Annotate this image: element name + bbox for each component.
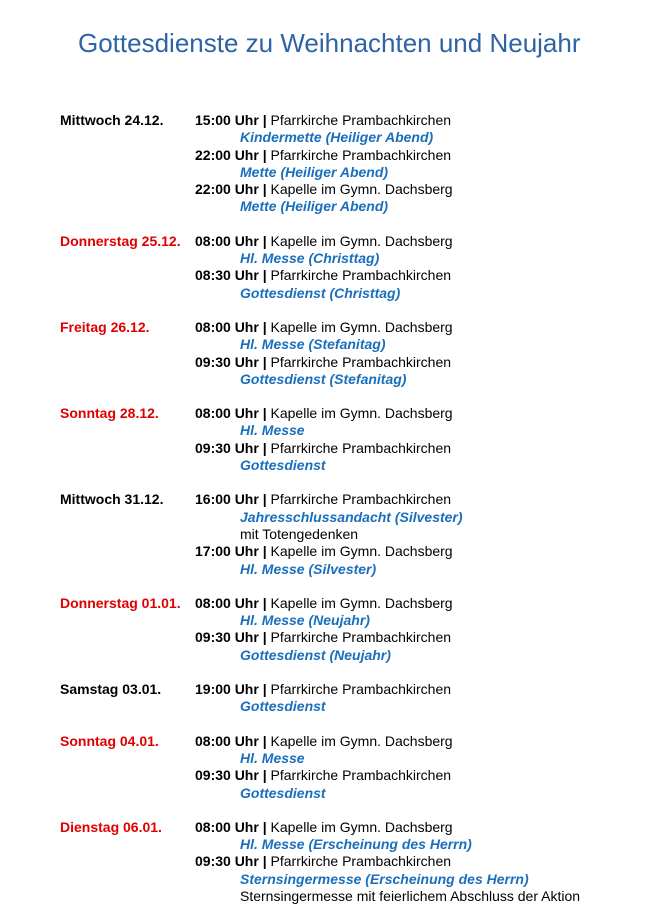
service-line [195,733,660,750]
service-time: 09:30 Uhr [195,853,259,870]
service-description: Gottesdienst [240,698,326,715]
separator: | [258,543,271,560]
service-list [195,595,660,664]
service-place: Kapelle im Gymn. Dachsberg [270,318,453,335]
separator: | [258,318,271,335]
service-note: mit Totengedenken [240,525,359,542]
service-line [195,767,660,784]
day-block [60,491,660,577]
service-description: Hl. Messe (Stefanitag) [240,336,386,353]
service-list [195,681,660,716]
separator: | [258,146,271,163]
service-line [195,147,660,164]
separator: | [258,818,271,835]
service-place: Pfarrkirche Prambachkirchen [270,146,452,163]
separator: | [258,232,271,249]
service-place: Pfarrkirche Prambachkirchen [270,439,452,456]
service-line [195,819,660,836]
service-description: Gottesdienst [240,457,326,474]
day-label: Dienstag 06.01. [60,818,162,835]
day-block [60,819,660,905]
service-line [195,405,660,422]
separator: | [258,491,271,508]
service-description: Sternsingermesse (Erscheinung des Herrn) [240,870,529,887]
service-time: 16:00 Uhr [195,491,259,508]
service-description: Hl. Messe (Neujahr) [240,612,370,629]
service-place: Pfarrkirche Prambachkirchen [270,267,452,284]
day-block [60,233,660,302]
day-label: Donnerstag 01.01. [60,594,181,611]
day-block [60,319,660,388]
day-block [60,595,660,664]
service-description: Gottesdienst (Neujahr) [240,646,391,663]
service-line [195,543,660,560]
service-line [195,440,660,457]
service-time: 08:00 Uhr [195,318,259,335]
separator: | [258,181,271,198]
service-time: 08:00 Uhr [195,818,259,835]
service-description: Gottesdienst [240,784,326,801]
service-time: 19:00 Uhr [195,681,259,698]
service-description: Gottesdienst (Stefanitag) [240,370,407,387]
service-time: 17:00 Uhr [195,543,259,560]
day-block [60,681,660,716]
service-description: Jahresschlussandacht (Silvester) [240,508,463,525]
service-line [195,595,660,612]
service-list [195,819,660,905]
day-block [60,112,660,216]
service-time: 08:00 Uhr [195,232,259,249]
separator: | [258,267,271,284]
service-description: Hl. Messe (Silvester) [240,560,377,577]
service-description: Hl. Messe (Christtag) [240,250,380,267]
day-label: Mittwoch 31.12. [60,491,164,508]
service-time: 08:00 Uhr [195,732,259,749]
service-description: Hl. Messe (Erscheinung des Herrn) [240,836,472,853]
service-line [195,112,660,129]
service-place: Kapelle im Gymn. Dachsberg [270,732,453,749]
service-line [195,681,660,698]
service-time: 09:30 Uhr [195,629,259,646]
day-label: Samstag 03.01. [60,681,162,698]
service-description: Gottesdienst (Christtag) [240,284,401,301]
service-time: 22:00 Uhr [195,146,259,163]
service-time: 08:00 Uhr [195,594,259,611]
service-place: Pfarrkirche Prambachkirchen [270,491,452,508]
service-description: Hl. Messe [240,422,305,439]
service-place: Pfarrkirche Prambachkirchen [270,353,452,370]
separator: | [258,681,271,698]
separator: | [258,353,271,370]
service-list [195,491,660,577]
service-time: 09:30 Uhr [195,767,259,784]
service-time: 09:30 Uhr [195,353,259,370]
day-block [60,733,660,802]
service-time: 22:00 Uhr [195,181,259,198]
service-place: Kapelle im Gymn. Dachsberg [270,405,453,422]
separator: | [258,405,271,422]
service-description: Hl. Messe [240,749,305,766]
service-place: Pfarrkirche Prambachkirchen [270,767,452,784]
service-place: Kapelle im Gymn. Dachsberg [270,232,453,249]
service-list [195,405,660,474]
day-block [60,405,660,474]
service-time: 08:30 Uhr [195,267,259,284]
service-time: 09:30 Uhr [195,439,259,456]
service-place: Pfarrkirche Prambachkirchen [270,681,452,698]
service-place: Pfarrkirche Prambachkirchen [270,629,452,646]
service-place: Kapelle im Gymn. Dachsberg [270,818,453,835]
service-line [195,491,660,508]
service-time: 08:00 Uhr [195,405,259,422]
day-label: Sonntag 28.12. [60,405,159,422]
separator: | [258,112,271,128]
service-line [195,354,660,371]
service-place: Kapelle im Gymn. Dachsberg [270,594,453,611]
service-line [195,629,660,646]
separator: | [258,732,271,749]
service-line [195,233,660,250]
service-time: 15:00 Uhr [195,112,259,128]
separator: | [258,629,271,646]
separator: | [258,439,271,456]
service-note: Sternsingermesse mit feierlichem Abschluss der Aktion [240,887,581,904]
separator: | [258,853,271,870]
day-label: Mittwoch 24.12. [60,112,164,128]
service-line [195,181,660,198]
service-list [195,733,660,802]
day-label: Sonntag 04.01. [60,732,159,749]
service-place: Kapelle im Gymn. Dachsberg [270,181,453,198]
day-label: Freitag 26.12. [60,318,150,335]
service-description: Kindermette (Heiliger Abend) [240,129,434,146]
day-label: Donnerstag 25.12. [60,232,181,249]
service-place: Pfarrkirche Prambachkirchen [270,112,452,128]
separator: | [258,767,271,784]
service-list [195,112,660,216]
service-schedule [60,112,660,922]
separator: | [258,594,271,611]
service-list [195,233,660,302]
service-line [195,267,660,284]
page-title: Gottesdienste zu Weihnachten und Neujahr [78,28,581,58]
service-list [195,319,660,388]
service-place: Kapelle im Gymn. Dachsberg [270,543,453,560]
service-description: Mette (Heiliger Abend) [240,198,389,215]
service-description: Mette (Heiliger Abend) [240,163,389,180]
service-place: Pfarrkirche Prambachkirchen [270,853,452,870]
service-line [195,853,660,870]
service-line [195,319,660,336]
